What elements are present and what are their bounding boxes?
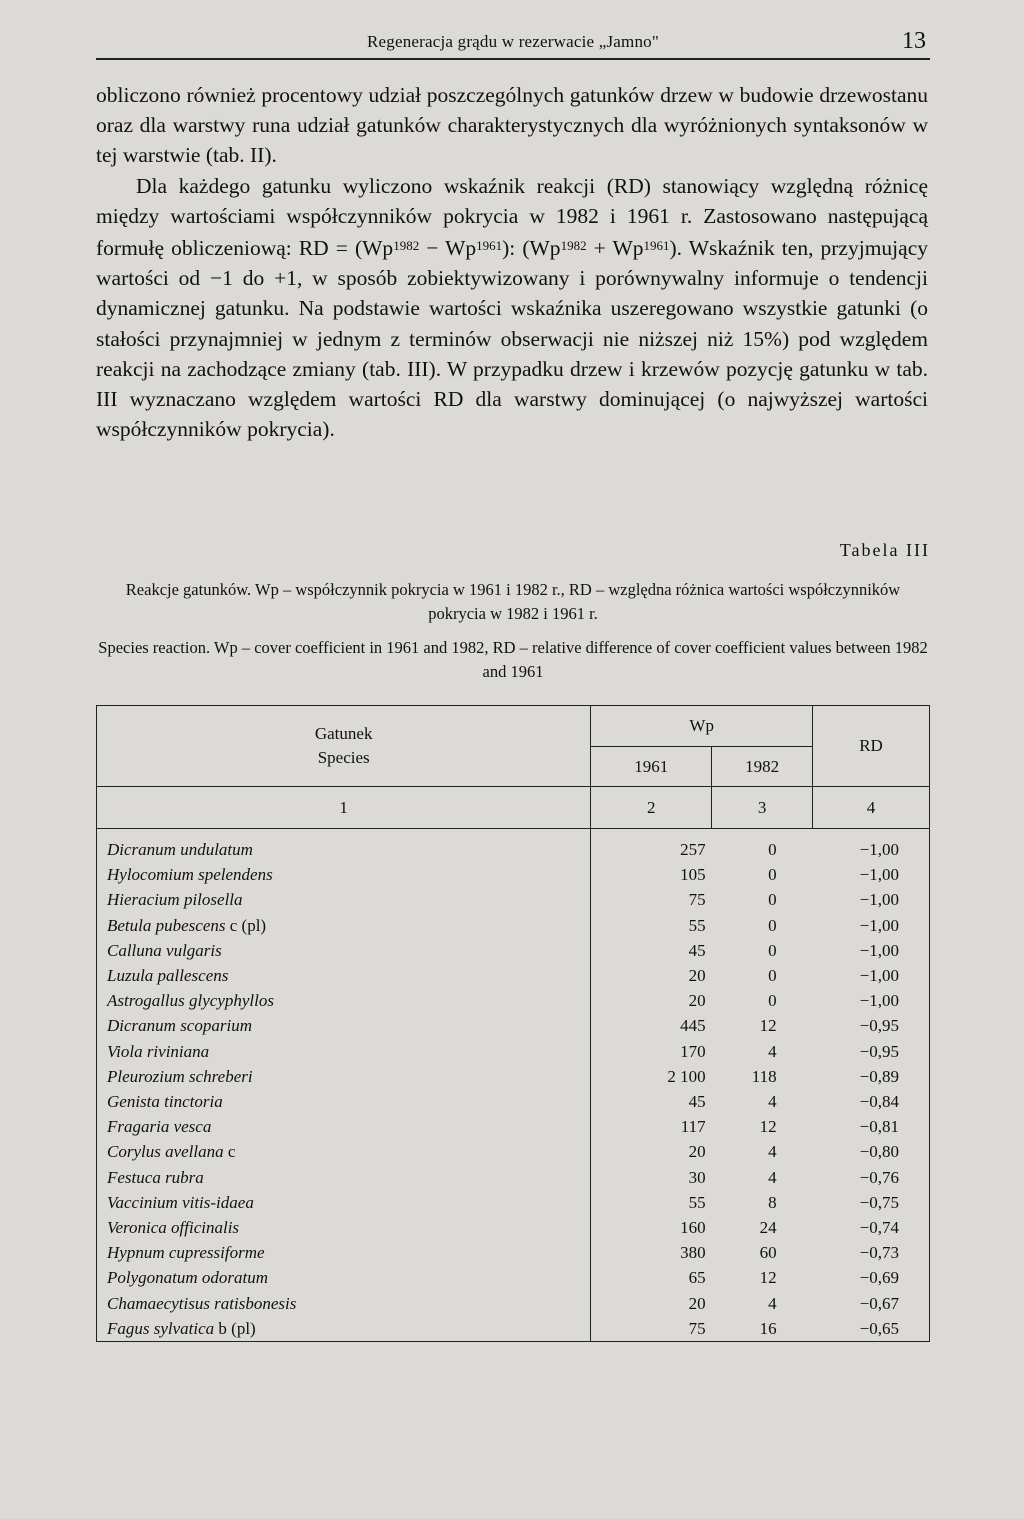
wp-1961-value: 45 xyxy=(688,1092,706,1112)
species-name-cell xyxy=(97,1291,591,1316)
species-name-cell xyxy=(97,938,591,963)
wp-1961-value: 380 xyxy=(680,1243,706,1263)
wp-1982-value: 12 xyxy=(759,1117,777,1137)
rd-value: −0,76 xyxy=(813,1165,930,1190)
species-name-cell xyxy=(97,988,591,1013)
species-name-cell xyxy=(97,1240,591,1265)
wp-1961-value: 75 xyxy=(688,890,706,910)
wp-1982-value: 0 xyxy=(768,966,777,986)
page-header xyxy=(96,28,930,60)
wp-1982-value: 4 xyxy=(768,1293,777,1313)
species-name: Pleurozium schreberi xyxy=(107,1066,253,1086)
wp-1961-value: 160 xyxy=(680,1218,706,1238)
species-name: Dicranum scoparium xyxy=(107,1016,252,1036)
species-name: Vaccinium vitis-idaea xyxy=(107,1192,254,1212)
wp-1961-value: 20 xyxy=(688,966,706,986)
col-number: 3 xyxy=(712,787,813,829)
species-name-cell xyxy=(97,862,591,887)
wp-1982-value: 12 xyxy=(759,1016,777,1036)
table-row xyxy=(97,1165,930,1190)
rd-value: −0,69 xyxy=(813,1265,930,1290)
species-name-cell xyxy=(97,1165,591,1190)
table-row xyxy=(97,963,930,988)
rd-value: −1,00 xyxy=(813,862,930,887)
wp-1982-value: 4 xyxy=(768,1041,777,1061)
wp-1982-value: 0 xyxy=(768,940,777,960)
wp-1961-value: 445 xyxy=(680,1016,706,1036)
table-row xyxy=(97,1039,930,1064)
table-row xyxy=(97,988,930,1013)
wp-1982-value: 16 xyxy=(712,1316,813,1342)
species-name: Astrogallus glycyphyllos xyxy=(107,991,274,1011)
species-name-cell xyxy=(97,1139,591,1164)
rd-value: −0,81 xyxy=(813,1114,930,1139)
wp-1982-value: 4 xyxy=(768,1142,777,1162)
wp-1961-value: 65 xyxy=(688,1268,706,1288)
species-name: Fagus sylvatica xyxy=(107,1318,215,1338)
paragraph-1: obliczono również procentowy udział poszczególnych gatunków drzew w budowie drzewostanu oraz dla warstwy runa udział gatunków charakterystycznych dla wyróżnionych syntaksonów w tej warstwie (tab. II). xyxy=(96,83,928,168)
species-name: Chamaecytisus ratisbonesis xyxy=(107,1293,297,1313)
species-name-cell xyxy=(97,1089,591,1114)
header-gatunek: Gatunek xyxy=(314,724,373,743)
wp-1982-value: 0 xyxy=(768,840,777,859)
wp-1982-value: 0 xyxy=(768,991,777,1011)
wp-1961-value: 170 xyxy=(680,1041,706,1061)
rd-value: −0,95 xyxy=(813,1013,930,1038)
p2-text-a: Dla każdego gatunku wyliczono wskaźnik reakcji (RD) stanowiący względną różnicę między wartościami współczynników pokrycia w 1982 i 1961 r. Zastosowano następującą formułę obliczeniową: RD = (Wp xyxy=(96,173,928,261)
running-title: Regeneracja grądu w rezerwacie „Jamno" xyxy=(366,32,660,51)
wp-1982-value: 118 xyxy=(751,1066,777,1086)
table-row xyxy=(97,938,930,963)
species-name-cell xyxy=(97,1013,591,1038)
table-row xyxy=(97,1114,930,1139)
rd-value: −0,84 xyxy=(813,1089,930,1114)
wp-1982-value: 4 xyxy=(768,1167,777,1187)
species-name-cell xyxy=(97,1064,591,1089)
wp-1961-value: 257 xyxy=(680,840,706,859)
wp-1982-value: 0 xyxy=(768,915,777,935)
p2-text-c: ): (Wp xyxy=(502,236,561,261)
rd-value: −1,00 xyxy=(813,963,930,988)
table-row xyxy=(97,887,930,912)
wp-1982-value: 24 xyxy=(759,1218,777,1238)
species-name: Polygonatum odoratum xyxy=(107,1268,269,1288)
table-row xyxy=(97,829,930,863)
rd-value: −0,80 xyxy=(813,1139,930,1164)
species-name-cell xyxy=(97,1316,591,1342)
table-row xyxy=(97,1240,930,1265)
table-row xyxy=(97,1139,930,1164)
species-name: Betula pubescens xyxy=(107,915,226,935)
rd-value: −0,89 xyxy=(813,1064,930,1089)
wp-1961-value: 75 xyxy=(591,1316,712,1342)
rd-value: −0,74 xyxy=(813,1215,930,1240)
header-wp: Wp xyxy=(591,706,813,747)
wp-1961-value: 55 xyxy=(688,1192,706,1212)
p2-sup-2: 1961 xyxy=(476,238,503,254)
wp-1961-value: 2 100 xyxy=(667,1066,706,1086)
table-caption-polish: Reakcje gatunków. Wp – współczynnik pokrycia w 1961 i 1982 r., RD – względna różnica wartości współczynników pokrycia w 1982 i 1961 r. xyxy=(125,580,901,623)
species-name: Calluna vulgaris xyxy=(107,940,222,960)
wp-1961-value: 55 xyxy=(688,915,706,935)
wp-1961-value: 20 xyxy=(688,1142,706,1162)
species-name-cell xyxy=(97,1265,591,1290)
species-name: Veronica officinalis xyxy=(107,1218,240,1238)
species-name: Hypnum cupressiforme xyxy=(107,1243,265,1263)
species-name-cell xyxy=(97,829,591,863)
rd-value: −0,95 xyxy=(813,1039,930,1064)
table-row xyxy=(97,1190,930,1215)
table-row xyxy=(97,1013,930,1038)
header-1961: 1961 xyxy=(591,747,712,787)
p2-text-d: + Wp xyxy=(586,236,644,261)
rd-value: −1,00 xyxy=(813,887,930,912)
species-name: Fragaria vesca xyxy=(107,1117,212,1137)
species-name-cell xyxy=(97,963,591,988)
rd-value: −0,73 xyxy=(813,1240,930,1265)
rd-value: −0,65 xyxy=(813,1316,930,1342)
rd-value: −0,75 xyxy=(813,1190,930,1215)
species-name: Hieracium pilosella xyxy=(107,890,243,910)
wp-1982-value: 0 xyxy=(768,865,777,885)
col-number: 4 xyxy=(813,787,930,829)
species-name-cell xyxy=(97,1114,591,1139)
header-species-en: Species xyxy=(317,748,370,767)
table-row xyxy=(97,1316,930,1342)
table-row xyxy=(97,913,930,938)
species-name: Luzula pallescens xyxy=(107,966,229,986)
header-species xyxy=(97,706,591,787)
species-name: Corylus avellana xyxy=(107,1142,224,1162)
p2-text-e: ). Wskaźnik ten, przyjmujący wartości od −1 do +1, w sposób zobiektywizowany i porównywalny informuje o tendencji dynamicznej gatunku. Na podstawie wartości wskaźnika uszeregowano wszystkie gatunki (o stałości przynajmniej w jednym z terminów obserwacji nie niższej niż 15%) pod względem reakcji na zachodzące zmiany (tab. III). W przypadku drzew i krzewów pozycję gatunku w tab. III wyznaczano względem wartości RD dla warstwy dominującej (o najwyższej wartości współczynników pokrycia). xyxy=(96,236,928,442)
body-text xyxy=(96,80,928,444)
species-layer: b (pl) xyxy=(218,1318,256,1338)
table-caption-english: Species reaction. Wp – cover coefficient in 1961 and 1982, RD – relative difference of cover coefficient values between 1982 and 1961 xyxy=(98,638,928,681)
wp-1982-value: 8 xyxy=(768,1192,777,1212)
rd-value: −0,67 xyxy=(813,1291,930,1316)
species-layer: c xyxy=(227,1142,236,1162)
p2-sup-3: 1982 xyxy=(560,238,587,254)
wp-1982-value: 0 xyxy=(768,890,777,910)
wp-1982-value: 12 xyxy=(759,1268,777,1288)
paragraph-2 xyxy=(96,171,928,445)
rd-value: −1,00 xyxy=(813,829,930,863)
species-name: Viola riviniana xyxy=(107,1041,210,1061)
table-row xyxy=(97,1064,930,1089)
species-name-cell xyxy=(97,1039,591,1064)
wp-1961-value: 20 xyxy=(688,1293,706,1313)
species-name: Festuca rubra xyxy=(107,1167,204,1187)
wp-1982-value: 4 xyxy=(768,1092,777,1112)
rd-value: −1,00 xyxy=(813,988,930,1013)
col-number: 2 xyxy=(591,787,712,829)
table-body xyxy=(97,829,930,1342)
species-name-cell xyxy=(97,1215,591,1240)
col-number: 1 xyxy=(97,787,591,829)
species-name-cell xyxy=(97,887,591,912)
species-layer: c (pl) xyxy=(229,915,267,935)
rd-value: −1,00 xyxy=(813,938,930,963)
table-row xyxy=(97,862,930,887)
species-name-cell xyxy=(97,1190,591,1215)
rd-value: −1,00 xyxy=(813,913,930,938)
species-name: Genista tinctoria xyxy=(107,1092,223,1112)
table-row xyxy=(97,1089,930,1114)
table-row xyxy=(97,1291,930,1316)
table-row xyxy=(97,1265,930,1290)
wp-1961-value: 20 xyxy=(688,991,706,1011)
p2-text-b: − Wp xyxy=(419,236,477,261)
wp-1961-value: 117 xyxy=(680,1117,706,1137)
wp-1961-value: 45 xyxy=(688,940,706,960)
table-label: Tabela III xyxy=(839,540,930,560)
p2-sup-1: 1982 xyxy=(393,238,420,254)
header-1982: 1982 xyxy=(712,747,813,787)
species-reaction-table xyxy=(96,705,930,1342)
page-number: 13 xyxy=(902,28,926,54)
species-name: Hylocomium spelendens xyxy=(107,865,273,885)
species-name: Dicranum undulatum xyxy=(107,840,253,859)
header-rd: RD xyxy=(813,706,930,787)
species-name-cell xyxy=(97,913,591,938)
p2-sup-4: 1961 xyxy=(643,238,670,254)
wp-1961-value: 30 xyxy=(688,1167,706,1187)
wp-1982-value: 60 xyxy=(759,1243,777,1263)
table-row xyxy=(97,1215,930,1240)
wp-1961-value: 105 xyxy=(680,865,706,885)
